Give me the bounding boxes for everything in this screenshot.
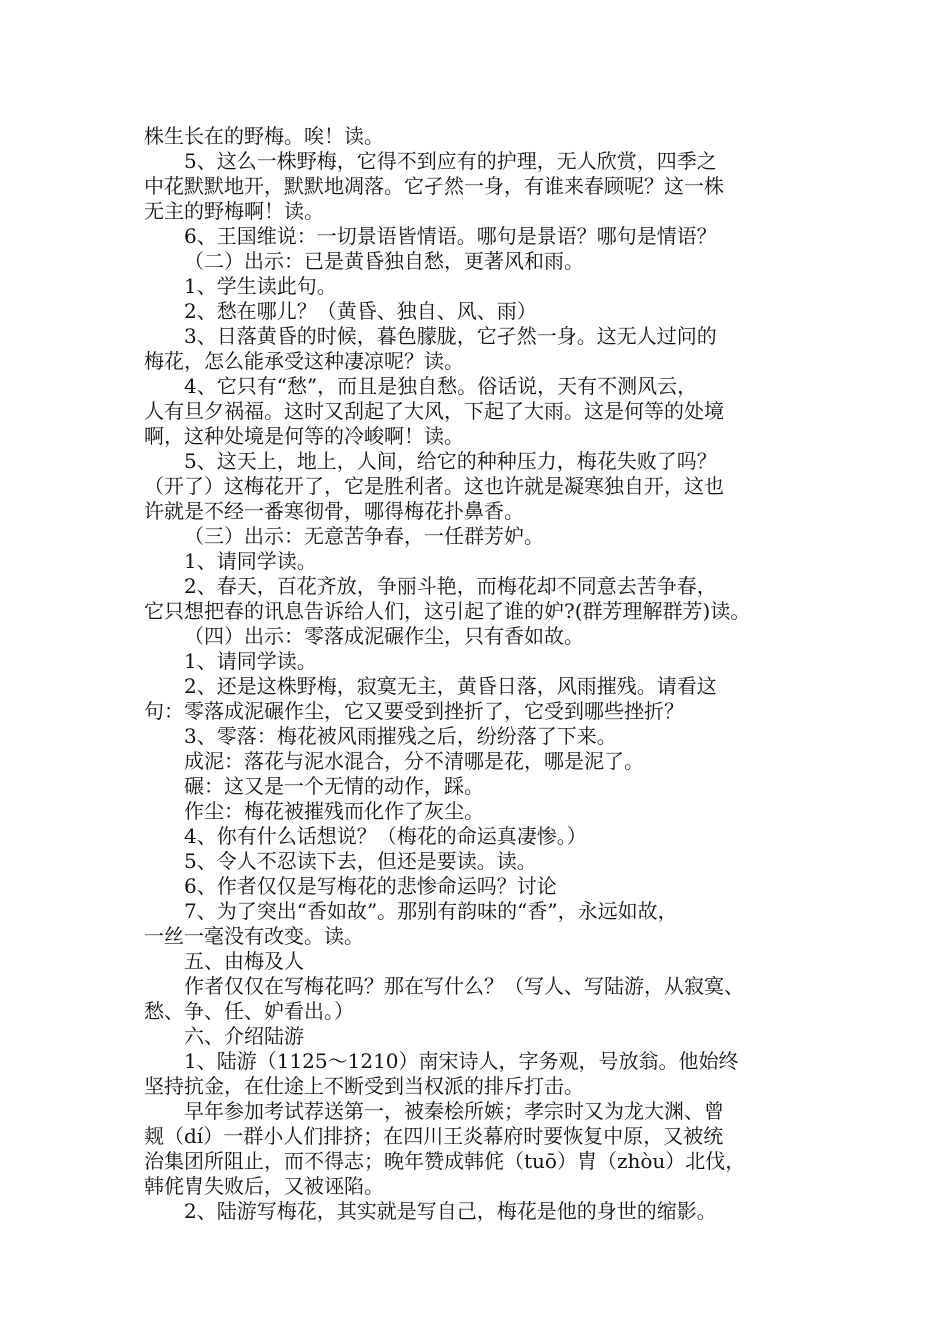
text-line: 它只想把春的讯息告诉给人们，这引起了谁的妒?(群芳理解群芳)读。 xyxy=(144,599,751,623)
text-line: 中花默默地开，默默地凋落。它孑然一身，有谁来春顾呢？这一株 xyxy=(144,174,724,198)
text-line: 坚持抗金，在仕途上不断受到当权派的排斥打击。 xyxy=(144,1074,584,1098)
text-line: 6、作者仅仅是写梅花的悲惨命运吗？讨论 xyxy=(184,874,557,898)
text-line: 梅花，怎么能承受这种凄凉呢？读。 xyxy=(144,349,464,373)
text-line: 治集团所阻止，而不得志；晚年赞成韩侂（tuō）胄（zhòu）北伐， xyxy=(144,1149,746,1173)
text-line: 人有旦夕祸福。这时又刮起了大风，下起了大雨。这是何等的处境 xyxy=(144,399,724,423)
text-line: 4、它只有“愁”，而且是独自愁。俗话说，天有不测风云， xyxy=(184,374,698,398)
document-body xyxy=(144,124,844,1224)
text-line: 5、令人不忍读下去，但还是要读。读。 xyxy=(184,849,537,873)
text-line: 2、还是这株野梅，寂寞无主，黄昏日落，风雨摧残。请看这 xyxy=(184,674,717,698)
text-line: 2、春天，百花齐放，争丽斗艳，而梅花却不同意去苦争春， xyxy=(184,574,717,598)
text-line: 2、陆游写梅花，其实就是写自己，梅花是他的身世的缩影。 xyxy=(184,1199,717,1223)
text-line: 4、你有什么话想说？（梅花的命运真凄惨。） xyxy=(184,824,587,848)
section-heading: （四）出示：零落成泥碾作尘，只有香如故。 xyxy=(184,624,584,648)
section-heading: （二）出示：已是黄昏独自愁，更著风和雨。 xyxy=(184,249,584,273)
text-line: 早年参加考试荐送第一，被秦桧所嫉；孝宗时又为龙大渊、曾 xyxy=(184,1099,724,1123)
text-line: 句：零落成泥碾作尘，它又要受到挫折了，它受到哪些挫折？ xyxy=(144,699,684,723)
text-line: 5、这么一株野梅，它得不到应有的护理，无人欣赏，四季之 xyxy=(184,149,717,173)
text-line: 5、这天上，地上，人间，给它的种种压力，梅花失败了吗？ xyxy=(184,449,717,473)
text-line: 作尘：梅花被摧残而化作了灰尘。 xyxy=(184,799,484,823)
text-line: 6、王国维说：一切景语皆情语。哪句是景语？哪句是情语？ xyxy=(184,224,717,248)
text-line: 7、为了突出“香如故”。那别有韵味的“香”，永远如故， xyxy=(184,899,678,923)
text-line: 碾：这又是一个无情的动作，踩。 xyxy=(184,774,484,798)
section-heading: 五、由梅及人 xyxy=(184,949,304,973)
text-line: 株生长在的野梅。唉！读。 xyxy=(144,124,384,148)
text-line: 1、陆游（1125～1210）南宋诗人，字务观，号放翁。他始终 xyxy=(184,1049,739,1073)
text-line: 1、请同学读。 xyxy=(184,549,317,573)
text-line: 3、日落黄昏的时候，暮色朦胧，它孑然一身。这无人过问的 xyxy=(184,324,717,348)
text-line: 成泥：落花与泥水混合，分不清哪是花，哪是泥了。 xyxy=(184,749,644,773)
text-line: 愁、争、任、妒看出。） xyxy=(144,999,354,1023)
text-line: 觌（dí）一群小人们排挤；在四川王炎幕府时要恢复中原，又被统 xyxy=(144,1124,724,1148)
text-line: 啊，这种处境是何等的冷峻啊！读。 xyxy=(144,424,464,448)
text-line: 作者仅仅在写梅花吗？那在写什么？（写人、写陆游，从寂寞、 xyxy=(184,974,744,998)
text-line: 1、学生读此句。 xyxy=(184,274,337,298)
text-line: 1、请同学读。 xyxy=(184,649,317,673)
text-line: 韩侂胄失败后，又被诬陷。 xyxy=(144,1174,384,1198)
text-line: 无主的野梅啊！读。 xyxy=(144,199,324,223)
section-heading: 六、介绍陆游 xyxy=(184,1024,304,1048)
text-line: 一丝一毫没有改变。读。 xyxy=(144,924,364,948)
text-line: （开了）这梅花开了，它是胜利者。这也许就是凝寒独自开，这也 xyxy=(144,474,724,498)
text-line: 许就是不经一番寒彻骨，哪得梅花扑鼻香。 xyxy=(144,499,524,523)
text-line: 2、愁在哪儿？（黄昏、独自、风、雨） xyxy=(184,299,537,323)
section-heading: （三）出示：无意苦争春，一任群芳妒。 xyxy=(184,524,544,548)
text-line: 3、零落：梅花被风雨摧残之后，纷纷落了下来。 xyxy=(184,724,617,748)
